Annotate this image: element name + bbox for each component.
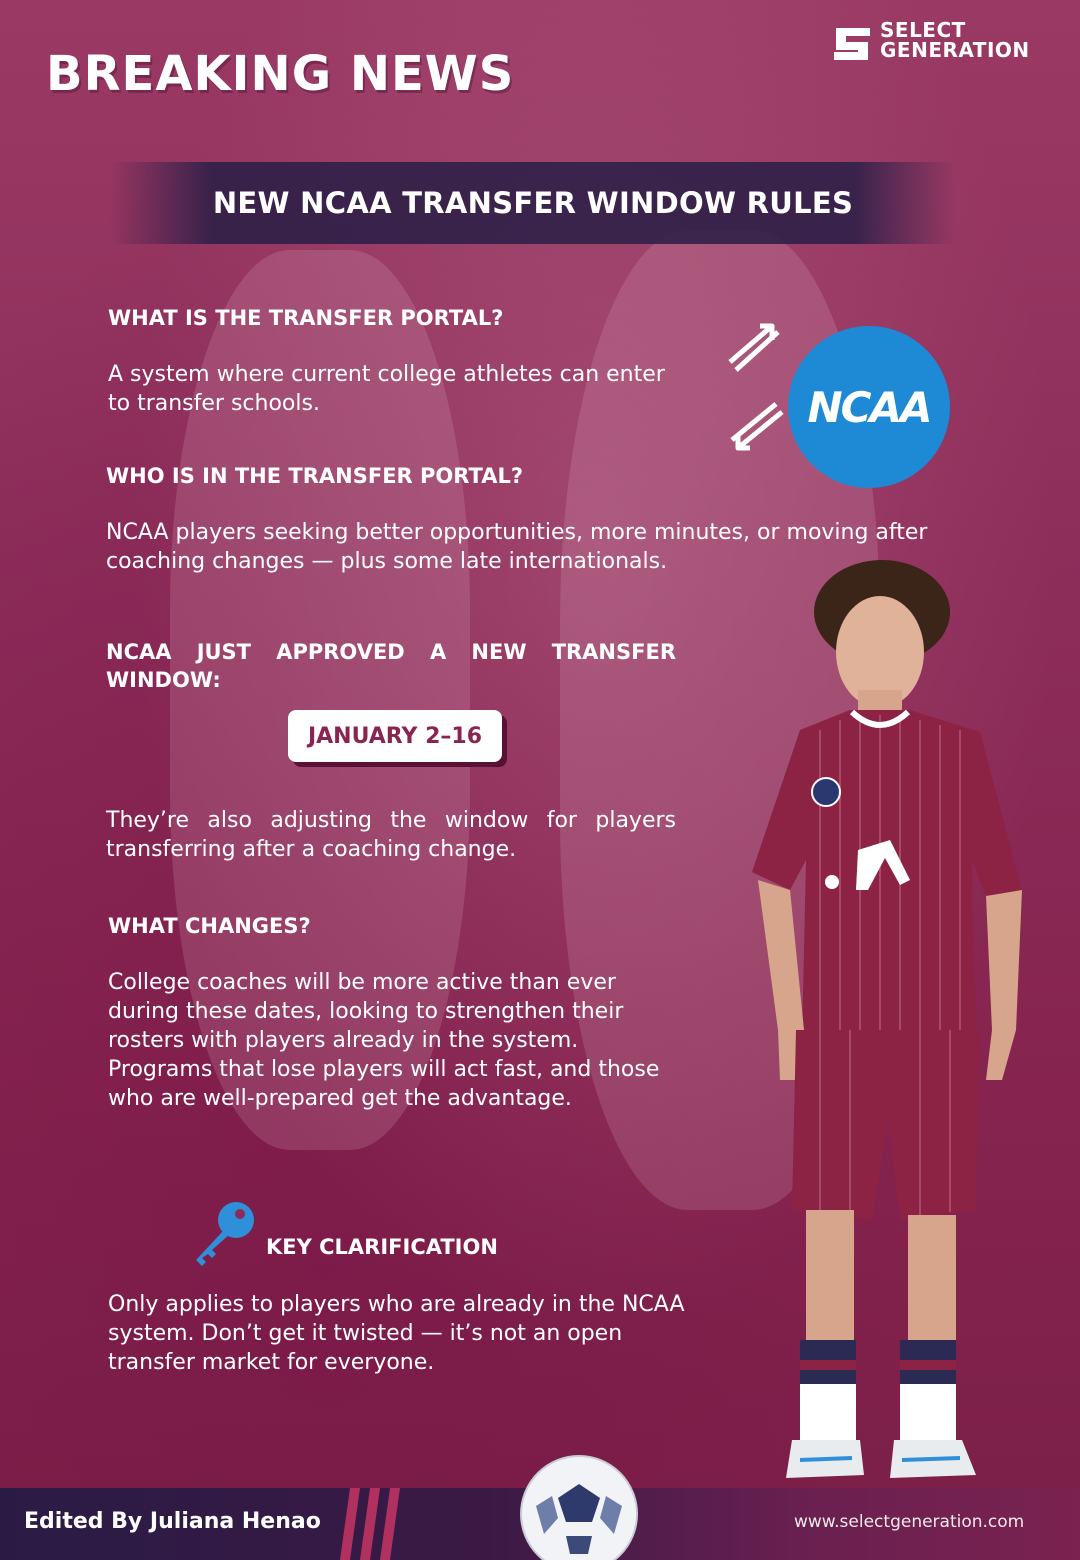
footer-stripes-decoration xyxy=(340,1488,410,1560)
key-icon xyxy=(186,1198,260,1270)
transfer-arrows-icon xyxy=(710,312,800,462)
soccer-player-photo xyxy=(740,560,1040,1500)
title-banner xyxy=(110,162,956,244)
what-changes-body: College coaches will be more active than ever during these dates, looking to strengthen their rosters with players already in the system. Programs that lose players will act fast, and those who are well-prepared get the advantage. xyxy=(108,970,660,1111)
ncaa-logo-text: NCAA xyxy=(807,382,931,432)
soccer-ball-icon xyxy=(518,1448,640,1560)
what-is-body: A system where current college athletes can enter to transfer schools. xyxy=(108,362,665,416)
who-is-heading: WHO IS IN THE TRANSFER PORTAL? xyxy=(106,464,524,488)
what-is-heading: WHAT IS THE TRANSFER PORTAL? xyxy=(108,306,504,330)
key-clarification-body: Only applies to players who are already in the NCAA system. Don’t get it twisted — it’s not an open transfer market for everyone. xyxy=(108,1292,685,1375)
breaking-news-headline: BREAKING NEWS xyxy=(46,46,515,102)
brand-line-2: GENERATION xyxy=(880,38,1030,62)
select-generation-mark-icon xyxy=(830,24,876,64)
editor-credit: Edited By Juliana Henao xyxy=(24,1509,321,1534)
approved-heading: NCAA JUST APPROVED A NEW TRANSFER WINDOW: xyxy=(106,640,676,692)
ncaa-logo xyxy=(788,326,950,488)
select-generation-logo xyxy=(830,20,1066,68)
approved-body: They’re also adjusting the window for players transferring after a coaching change. xyxy=(106,808,676,862)
website-link[interactable]: www.selectgeneration.com xyxy=(794,1512,1025,1532)
page-title: NEW NCAA TRANSFER WINDOW RULES xyxy=(212,186,854,220)
what-changes-heading: WHAT CHANGES? xyxy=(108,914,311,938)
brand-line-1: SELECT xyxy=(880,18,966,42)
key-clarification-heading: KEY CLARIFICATION xyxy=(266,1235,498,1259)
who-is-body: NCAA players seeking better opportunities, more minutes, or moving after coaching changes — plus some late internationals. xyxy=(106,520,928,574)
transfer-window-date-badge: JANUARY 2–16 xyxy=(288,710,502,762)
brand-wordmark xyxy=(880,20,1030,60)
